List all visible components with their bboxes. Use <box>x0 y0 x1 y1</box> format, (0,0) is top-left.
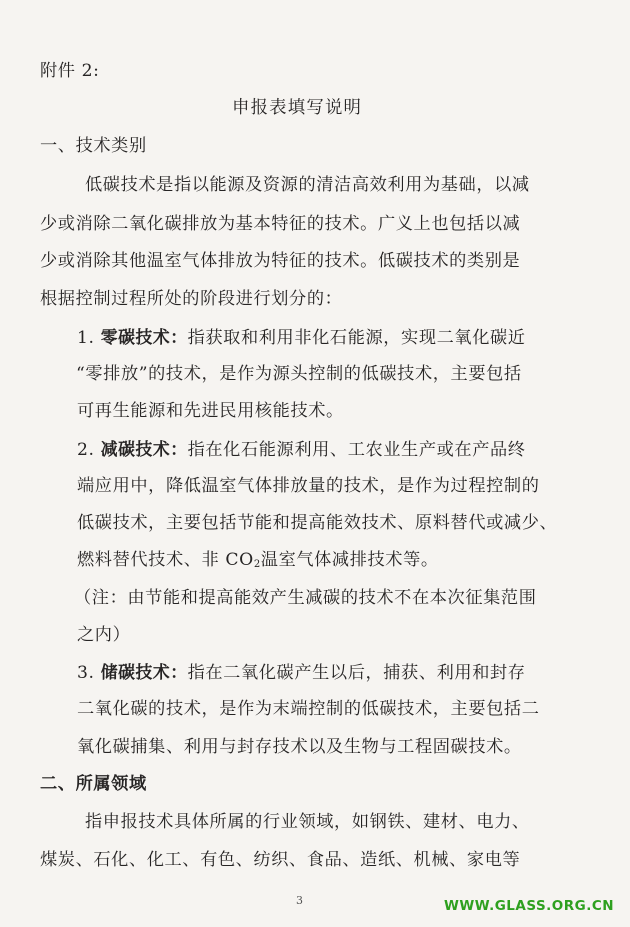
item-3-first-line <box>77 661 526 684</box>
co2-subscript: 2 <box>253 559 261 570</box>
item-1-line: “零排放”的技术，是作为源头控制的低碳技术，主要包括 <box>76 364 522 384</box>
item-3-text: 指在二氧化碳产生以后，捕获、利用和封存 <box>187 663 526 683</box>
section-2-line: 煤炭、石化、化工、有色、纺织、食品、造纸、机械、家电等 <box>40 850 521 870</box>
item-2-text: 指在化石能源利用、工农业生产或在产品终 <box>187 440 526 460</box>
attachment-label: 附件 2: <box>40 61 100 81</box>
item-2-last-suffix: 温室气体减排技术等。 <box>260 550 439 570</box>
intro-line: 少或消除二氧化碳排放为基本特征的技术。广义上也包括以减 <box>40 214 521 234</box>
item-3-term: 储碳技术： <box>100 662 188 682</box>
item-3-line: 氧化碳捕集、利用与封存技术以及生物与工程固碳技术。 <box>77 737 522 757</box>
item-2-term: 减碳技术： <box>100 439 188 459</box>
intro-line: 低碳技术是指以能源及资源的清洁高效利用为基础，以减 <box>85 175 530 195</box>
item-2-line: 低碳技术，主要包括节能和提高能效技术、原料替代或减少、 <box>77 513 558 533</box>
item-1-text: 指获取和利用非化石能源，实现二氧化碳近 <box>187 328 526 348</box>
item-2-note: （注：由节能和提高能效产生减碳的技术不在本次征集范围 <box>74 588 537 608</box>
item-1-number: 1. <box>77 328 95 348</box>
item-3-number: 3. <box>77 663 95 683</box>
item-2-last-line <box>77 549 439 576</box>
section-2-line: 指申报技术具体所属的行业领域，如钢铁、建材、电力、 <box>85 812 530 832</box>
item-1-term: 零碳技术： <box>100 327 188 347</box>
item-3-line: 二氧化碳的技术，是作为末端控制的低碳技术，主要包括二 <box>77 699 540 719</box>
item-1-line: 可再生能源和先进民用核能技术。 <box>77 401 344 421</box>
intro-line: 少或消除其他温室气体排放为特征的技术。低碳技术的类别是 <box>40 251 521 271</box>
page-number: 3 <box>296 894 303 907</box>
item-2-first-line <box>77 438 526 461</box>
intro-line: 根据控制过程所处的阶段进行划分的： <box>40 289 343 309</box>
site-watermark: WWW.GLASS.ORG.CN <box>444 898 615 914</box>
item-2-line: 端应用中，降低温室气体排放量的技术，是作为过程控制的 <box>77 476 540 496</box>
section-1-heading: 一、技术类别 <box>40 136 147 156</box>
section-2-heading: 二、所属领域 <box>40 774 147 794</box>
page-title: 申报表填写说明 <box>232 98 363 118</box>
item-2-note: 之内） <box>77 625 131 645</box>
item-1-first-line <box>77 326 526 349</box>
item-2-number: 2. <box>77 440 95 460</box>
item-2-last-prefix: 燃料替代技术、非 CO <box>77 550 254 570</box>
